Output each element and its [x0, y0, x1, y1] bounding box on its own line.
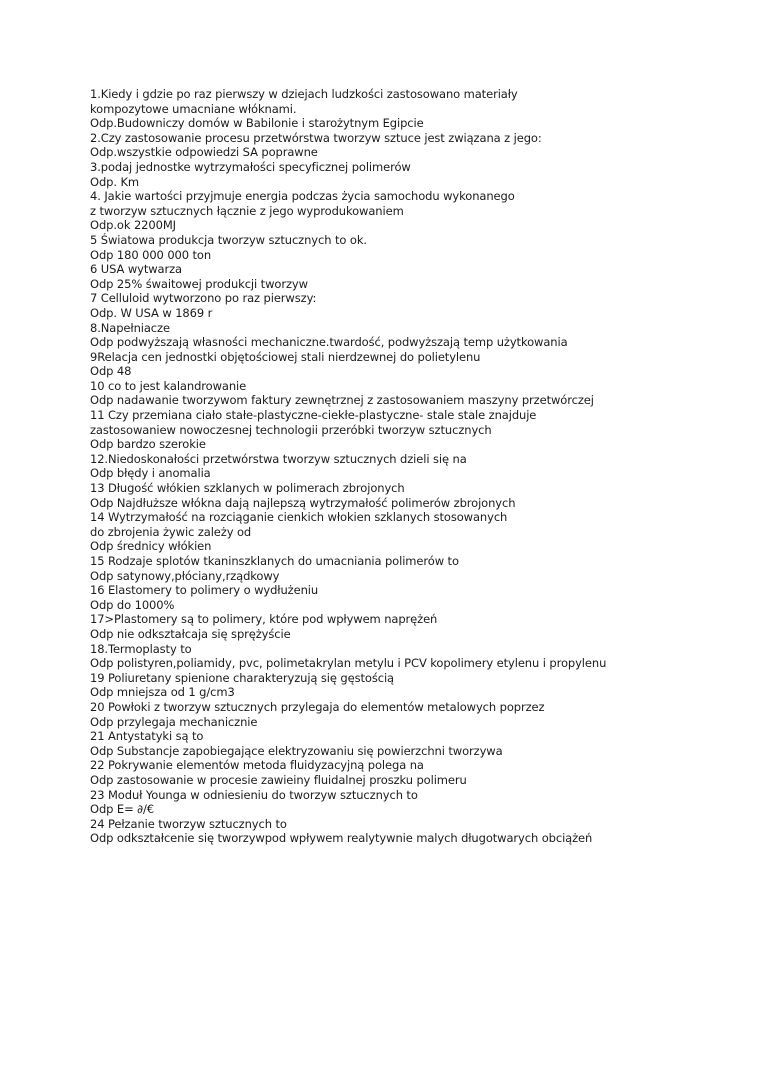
text-line: 4. Jakie wartości przyjmuje energia podczas życia samochodu wykonanego — [90, 189, 515, 204]
text-line: Odp błędy i anomalia — [90, 466, 211, 481]
text-line: 10 co to jest kalandrowanie — [90, 378, 247, 393]
text-line: Odp E= ∂/€ — [90, 802, 155, 817]
text-line: z tworzyw sztucznych łącznie z jego wyprodukowaniem — [90, 203, 404, 218]
text-line: Odp nie odkształcaja się sprężyście — [90, 626, 291, 641]
text-line: 5 Światowa produkcja tworzyw sztucznych to ok. — [90, 232, 367, 247]
text-line: Odp. W USA w 1869 r — [90, 305, 213, 320]
text-line: 18.Termoplasty to — [90, 641, 192, 656]
text-line: zastosowaniew nowoczesnej technologii przeróbki tworzyw sztucznych — [90, 422, 492, 437]
text-line: 1.Kiedy i gdzie po raz pierwszy w dziejach ludzkości zastosowano materiały — [90, 87, 518, 101]
text-line: 16 Elastomery to polimery o wydłużeniu — [90, 583, 319, 598]
text-line: Odp podwyższają własności mechaniczne.twardość, podwyższają temp użytkowania — [90, 335, 568, 350]
text-line: 13 Długość włókien szklanych w polimerach zbrojonych — [90, 481, 405, 496]
text-line: Odp 25% śwaitowej produkcji tworzyw — [90, 276, 308, 291]
text-line: do zbrojenia żywic zależy od — [90, 524, 252, 539]
text-line: Odp 180 000 000 ton — [90, 247, 212, 262]
text-line: 17>Plastomery są to polimery, które pod wpływem naprężeń — [90, 612, 438, 627]
text-line: 14 Wytrzymałość na rozciąganie cienkich włokien szklanych stosowanych — [90, 510, 508, 525]
text-line: Odp zastosowanie w procesie zawieiny fluidalnej proszku polimeru — [90, 772, 467, 787]
text-line: Odp Substancje zapobiegające elektryzowaniu się powierzchni tworzywa — [90, 743, 503, 758]
text-line: 20 Powłoki z tworzyw sztucznych przylegaja do elementów metalowych poprzez — [90, 699, 545, 714]
text-line: 6 USA wytwarza — [90, 262, 183, 277]
text-line: Odp przylegaja mechanicznie — [90, 714, 258, 729]
text-line: 15 Rodzaje splotów tkaninszklanych do umacniania polimerów to — [90, 554, 459, 568]
text-line: 24 Pełzanie tworzyw sztucznych to — [90, 816, 287, 831]
text-line: Odp mniejsza od 1 g/cm3 — [90, 685, 235, 700]
text-line: 11 Czy przemiana ciało stałe-plastyczne-ciekłe-plastyczne- stale stale znajduje — [90, 408, 537, 423]
text-line: Odp.ok 2200MJ — [90, 218, 176, 233]
text-line: 23 Moduł Younga w odniesieniu do tworzyw sztucznych to — [90, 787, 418, 802]
text-line: Odp odkształcenie się tworzywpod wpływem realytywnie malych długotwarych obciążeń — [90, 831, 593, 846]
text-line: Odp 48 — [90, 364, 132, 379]
document-text-block — [90, 87, 710, 846]
text-line: 9Relacja cen jednostki objętościowej stali nierdzewnej do polietylenu — [90, 349, 481, 364]
text-line: Odp Najdłuższe włókna dają najlepszą wytrzymałość polimerów zbrojonych — [90, 495, 516, 510]
text-line: 21 Antystatyki są to — [90, 729, 204, 744]
text-line: Odp bardzo szerokie — [90, 437, 206, 452]
text-line: 8.Napełniacze — [90, 320, 170, 335]
text-line: Odp średnicy włókien — [90, 539, 212, 554]
text-line: Odp polistyren,poliamidy, pvc, polimetakrylan metylu i PCV kopolimery etylenu i propylenu — [90, 656, 607, 671]
text-line: 12.Niedoskonałości przetwórstwa tworzyw sztucznych dzieli się na — [90, 451, 467, 466]
text-line: Odp. Km — [90, 174, 140, 189]
text-line: kompozytowe umacniane włóknami. — [90, 101, 297, 116]
text-line: Odp do 1000% — [90, 597, 175, 612]
text-line: 3.podaj jednostke wytrzymałości specyficznej polimerów — [90, 159, 411, 174]
text-line: Odp satynowy,płóciany,rządkowy — [90, 568, 280, 583]
text-line: Odp.Budowniczy domów w Babilonie i starożytnym Egipcie — [90, 116, 424, 131]
text-line: 19 Poliuretany spienione charakteryzują się gęstością — [90, 670, 395, 685]
text-line: 7 Celluloid wytworzono po raz pierwszy: — [90, 291, 317, 306]
text-line: Odp.wszystkie odpowiedzi SA poprawne — [90, 145, 318, 160]
text-line: 22 Pokrywanie elementów metoda fluidyzacyjną polega na — [90, 758, 424, 773]
text-line: 2.Czy zastosowanie procesu przetwórstwa tworzyw sztuce jest związana z jego: — [90, 130, 542, 145]
text-line: Odp nadawanie tworzywom faktury zewnętrznej z zastosowaniem maszyny przetwórczej — [90, 393, 594, 408]
